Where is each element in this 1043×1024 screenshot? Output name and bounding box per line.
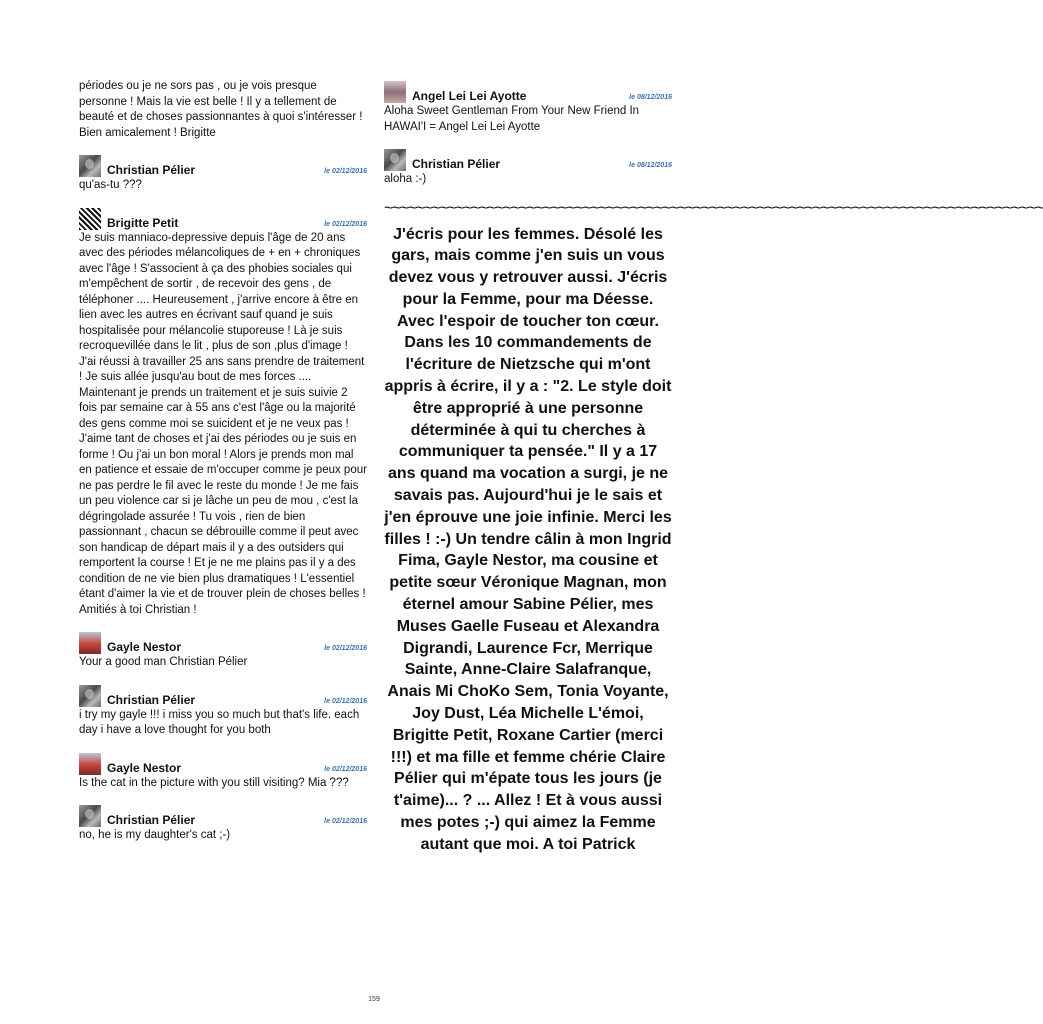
comment — [384, 79, 672, 135]
comment-author[interactable]: Gayle Nestor — [107, 760, 182, 775]
comment-text: aloha :-) — [384, 173, 427, 185]
comment-date: le 02/12/2016 — [324, 697, 367, 705]
comment-author[interactable]: Christian Pélier — [412, 157, 501, 171]
comment — [384, 147, 672, 188]
lead-text: périodes ou je ne sors pas , ou je vois presque personne ! Mais la vie est belle ! Il y a tellement de beauté et de choses passionnantes à quoi s'intéresser ! Bien amicalement ! Brigitte — [79, 80, 363, 139]
left-column — [79, 79, 367, 856]
avatar-brigitte[interactable] — [79, 208, 101, 230]
comment-author[interactable]: Angel Lei Lei Ayotte — [412, 89, 527, 103]
avatar-christian[interactable] — [384, 149, 406, 171]
comment-author[interactable]: Gayle Nestor — [107, 640, 182, 654]
comment-text: i try my gayle !!! i miss you so much but that's life. each day i have a love thought for you both — [79, 708, 360, 736]
comment-text: Aloha Sweet Gentleman From Your New Friend In HAWAI'I = Angel Lei Lei Ayotte — [384, 105, 640, 133]
avatar-christian[interactable] — [79, 805, 101, 827]
comment-date: le 02/12/2016 — [324, 645, 367, 652]
comment — [79, 803, 367, 844]
comment-text: Your a good man Christian Pélier — [79, 656, 248, 668]
comment-date: le 02/12/2016 — [324, 168, 367, 175]
comment-date: le 02/12/2016 — [324, 765, 367, 773]
comment-text: Is the cat in the picture with you still visiting? Mia ??? — [79, 776, 349, 789]
comment-date: le 08/12/2016 — [629, 162, 672, 169]
comment-date: le 02/12/2016 — [324, 818, 367, 825]
avatar-angel[interactable] — [384, 81, 406, 103]
comment — [79, 206, 367, 619]
comment-author[interactable]: Christian Pélier — [107, 813, 196, 827]
avatar-gayle[interactable] — [79, 753, 101, 775]
comment-text: no, he is my daughter's cat ;-) — [79, 829, 231, 841]
dedication-text: J'écris pour les femmes. Désolé les gars, mais comme j'en suis un vous devez vous y retrouver aussi. J'écris pour la Femme, pour ma Déesse. Avec l'espoir de toucher ton cœur. Dans les 10 commandements de l'écriture de Nietzsche qui m'ont appris à écrire, il y a : "2. Le style doit être approprié à une personne déterminée à qui tu cherches à communiquer ta pensée." Il y a 17 ans quand ma vocation a surgi, je ne savais pas. Aujourd'hui je le sais et j'en éprouve une joie infinie. Merci les filles ! :-) Un tendre câlin à mon Ingrid Fima, Gayle Nestor, ma cousine et petite sœur Véronique Magnan, mon éternel amour Sabine Pélier, mes Muses Gaelle Fuseau et Alexandra Digrandi, Laurence Fcr, Merrique Sainte, Anne-Claire Salafranque, Anais Mi ChoKo Sem, Tonia Voyante, Joy Dust, Léa Michelle L'émoi, Brigitte Petit, Roxane Cartier (merci !!!) et ma fille et femme chérie Claire Pélier qui m'épate tous les jours (je t'aime)... ? ... Allez ! Et à vous aussi mes potes ;-) qui aimez la Femme autant que moi. A toi Patrick — [384, 225, 672, 853]
comment — [79, 751, 367, 792]
comment-date: le 08/12/2016 — [629, 94, 672, 101]
comment-date: le 02/12/2016 — [324, 220, 367, 228]
comment — [79, 630, 367, 671]
comment-text: qu'as-tu ??? — [79, 179, 142, 191]
comment — [79, 683, 367, 739]
comment-author[interactable]: Brigitte Petit — [107, 215, 179, 230]
avatar-gayle[interactable] — [79, 632, 101, 654]
comment-text: Je suis manniaco-depressive depuis l'âge de 20 ans avec des périodes mélancoliques de + en + chroniques avec l'âge ! S'associent à ça des phobies sociales qui m'empêchent de sortir , de recevoir des gens , de téléphoner .... Heureusement , j'arrive encore à être en lien avec les autres en écrivant sauf quand je suis hospitalisée pour mélancolie stuporeuse ! Là je suis recroquevillée dans le lit , plus de son ,plus d'image ! J'ai réussi à travailler 25 ans sans prendre de traitement ! Je suis allée jusqu'au bout de mes forces .... Maintenant je prends un traitement et je suis suivie 2 fois par semaine car à 55 ans c'est l'âge ou la majorité des gens comme moi se suicident et je ne veux pas ! J'aime tant de choses et j'ai des périodes ou je suis en forme ! Ou j'ai un bon moral ! Alors je prends mon mal en patience et essaie de m'occuper comme je peux pour ne pas perdre le fil avec le reste du monde ! Je me fais un peu violence car si je lâche un peu de mou , c'est la dégringolade assurée ! Tu vois , rien de bien passionnant , chacun se débrouille comme il peut avec son handicap de départ mais il y a des outsiders qui remportent la course ! Et je ne me plains pas il y a des condition de ne vie bien plus dramatiques ! L'essentiel étant d'aimer la vie et de trouver plein de choses belles ! Amitiés à toi Christian ! — [79, 231, 367, 616]
avatar-christian[interactable] — [79, 155, 101, 177]
page-number: 159 — [368, 996, 380, 1003]
comment-author[interactable]: Christian Pélier — [107, 163, 196, 177]
right-column — [384, 79, 1043, 856]
wave-separator: ~~~~~~~~~~~~~~~~~~~~~~~~~~~~~~~~~~~~~~~~~~~~~~~~~~~~~~~~~~~~~~~~~~~~~~~~~~~~~~~~~~~ — [384, 199, 1043, 217]
avatar-christian[interactable] — [79, 685, 101, 707]
comment-author[interactable]: Christian Pélier — [107, 692, 196, 707]
comment — [79, 153, 367, 194]
